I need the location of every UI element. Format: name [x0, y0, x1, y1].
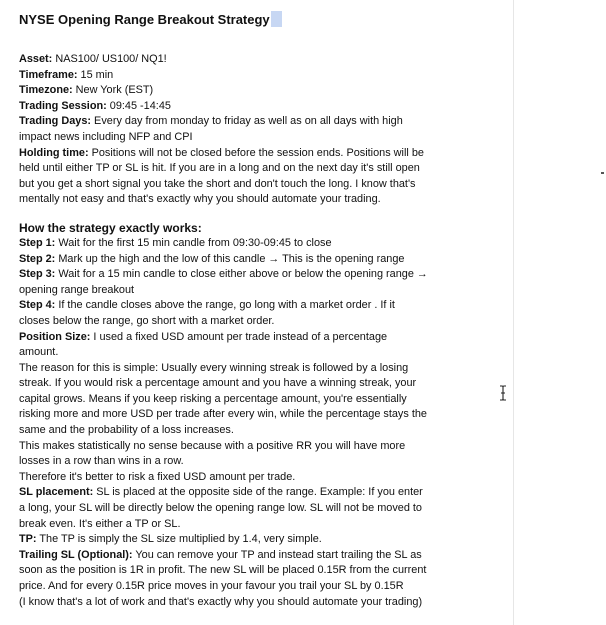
text-selection-highlight	[271, 11, 282, 27]
trailing-sl-line[interactable]: price. And for every 0.15R price moves in your favour you trail your SL by 0.15R	[19, 580, 404, 592]
timeframe-line[interactable]	[19, 68, 505, 84]
trading-session-line[interactable]	[19, 99, 505, 115]
step-1-text: Wait for the first 15 min candle from 09:30-09:45 to close	[55, 236, 332, 249]
step-3-text: Wait for a 15 min candle to close either above or below the opening range →	[55, 268, 428, 281]
position-size-text: I used a fixed USD amount per trade instead of a percentage	[90, 330, 388, 343]
trailing-sl-text: You can remove your TP and instead start trailing the SL as	[132, 548, 422, 561]
step-4-label: Step 4:	[19, 299, 56, 312]
trading-days-line[interactable]: impact news including NFP and CPI	[19, 130, 193, 143]
holding-time-line[interactable]: but you get a short signal you take the short and don't touch the long. I know that's	[19, 177, 416, 190]
timezone-value: New York (EST)	[72, 84, 154, 97]
timezone-label: Timezone:	[19, 84, 73, 97]
reason-line[interactable]: losses in a row than wins in a row.	[19, 455, 184, 468]
edge-mark	[601, 172, 604, 174]
step-2-line[interactable]	[19, 252, 505, 268]
trailing-sl-line[interactable]: soon as the position is 1R in profit. The new SL will be placed 0.15R from the current	[19, 564, 427, 577]
timeframe-label: Timeframe:	[19, 68, 78, 81]
sl-placement-line[interactable]: a long, your SL will be directly below the opening range low. SL will not be moved to	[19, 502, 422, 515]
reason-line[interactable]: The reason for this is simple: Usually every winning streak is followed by a losing	[19, 361, 409, 374]
reason-line[interactable]: same and the probability of a loss increases.	[19, 424, 234, 437]
step-1-line[interactable]	[19, 236, 505, 252]
step-2-text: Mark up the high and the low of this candle → This is the opening range	[55, 252, 405, 265]
timeframe-value: 15 min	[77, 68, 114, 81]
holding-time-text: Positions will not be closed before the session ends. Positions will be	[88, 146, 424, 159]
sl-placement-text: SL is placed at the opposite side of the range. Example: If you enter	[93, 486, 423, 499]
reason-line[interactable]: streak. If you would risk a percentage amount and you have a winning streak, your	[19, 377, 417, 390]
step-4-line[interactable]: closes below the range, go short with a market order.	[19, 314, 275, 327]
asset-value: NAS100/ US100/ NQ1!	[52, 53, 167, 65]
trading-days-label: Trading Days:	[19, 115, 92, 128]
reason-line[interactable]: This makes statistically no sense because with a positive RR you will have more	[19, 439, 406, 452]
reason-line[interactable]: capital grows. Means if you keep risking a percentage amount, you're essentially	[19, 392, 407, 405]
sl-placement-line[interactable]: break even. It's either a TP or SL.	[19, 517, 181, 530]
position-size-line[interactable]: amount.	[19, 346, 59, 359]
step-4-line[interactable]	[19, 298, 505, 314]
document-title[interactable]: NYSE Opening Range Breakout Strategy	[19, 11, 270, 27]
holding-time-line[interactable]	[19, 146, 505, 162]
trading-session-value: 09:45 -14:45	[106, 99, 171, 112]
sl-placement-label: SL placement:	[19, 486, 94, 499]
how-it-works-heading[interactable]: How the strategy exactly works:	[19, 220, 202, 235]
tp-line[interactable]	[19, 532, 505, 548]
step-1-label: Step 1:	[19, 236, 56, 249]
trading-days-text: Every day from monday to friday as well as on all days with high	[91, 115, 403, 128]
document-title-row	[19, 10, 505, 28]
asset-line[interactable]	[19, 52, 505, 68]
reason-line[interactable]: risking more and more USD per trade after every win, while the percentage stays the	[19, 408, 427, 421]
paragraph-gap	[19, 208, 505, 220]
trailing-sl-label: Trailing SL (Optional):	[19, 548, 133, 561]
step-3-line[interactable]	[19, 267, 505, 283]
trailing-sl-line[interactable]: (I know that's a lot of work and that's exactly why you should automate your trading)	[19, 595, 423, 608]
holding-time-line[interactable]: mentally not easy and that's exactly why you should automate your trading.	[19, 193, 381, 206]
step-4-text: If the candle closes above the range, go long with a market order . If it	[55, 299, 395, 312]
tp-text: The TP is simply the SL size multiplied by 1.4, very simple.	[36, 533, 322, 546]
tp-label: TP:	[19, 533, 37, 546]
position-size-line[interactable]	[19, 330, 505, 346]
timezone-line[interactable]	[19, 83, 505, 99]
trading-session-label: Trading Session:	[19, 99, 107, 112]
holding-time-line[interactable]: held until either TP or SL is hit. If you are in a long and on the next day it's still open	[19, 162, 420, 175]
step-3-label: Step 3:	[19, 268, 56, 281]
position-size-label: Position Size:	[19, 330, 91, 343]
text-cursor-icon	[497, 385, 509, 401]
step-2-label: Step 2:	[19, 252, 56, 265]
step-3-line[interactable]: opening range breakout	[19, 283, 135, 296]
trading-days-line[interactable]	[19, 114, 505, 130]
trailing-sl-line[interactable]	[19, 548, 505, 564]
sl-placement-line[interactable]	[19, 485, 505, 501]
holding-time-label: Holding time:	[19, 146, 89, 159]
reason-line[interactable]: Therefore it's better to risk a fixed USD amount per trade.	[19, 470, 296, 483]
asset-label: Asset:	[19, 53, 53, 65]
